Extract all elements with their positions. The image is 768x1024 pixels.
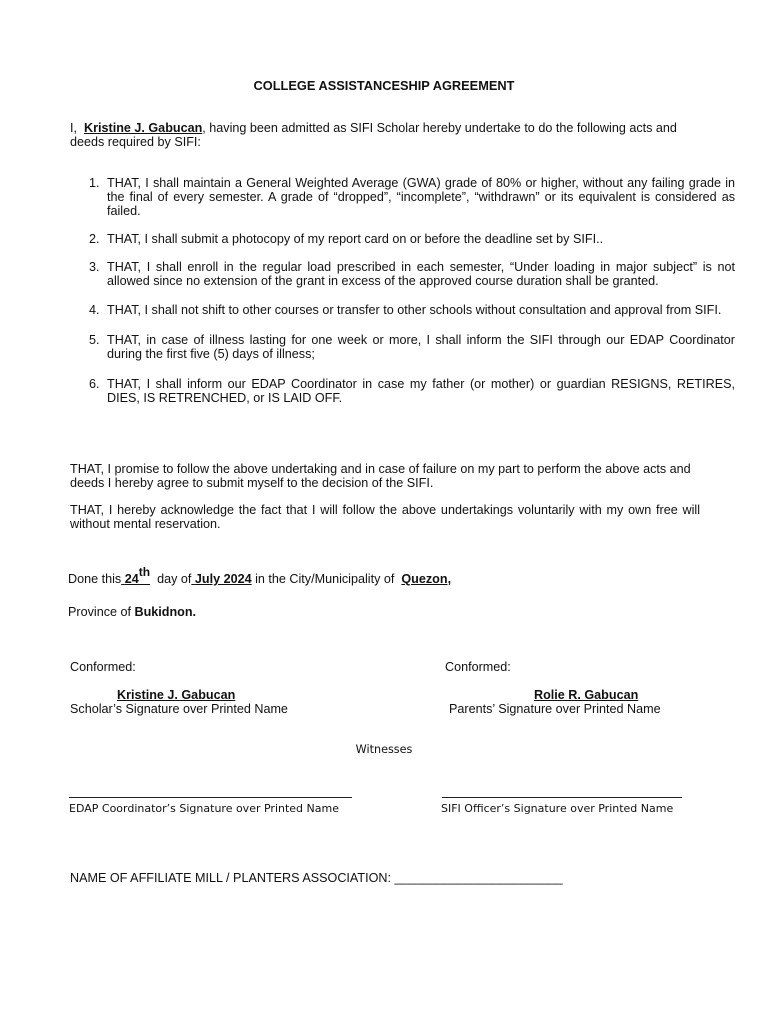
edap-signature-caption: EDAP Coordinator’s Signature over Printed Name [69,802,339,815]
clauses-list [70,176,735,405]
done-prefix: Done this [68,572,122,586]
done-city-text: in the City/Municipality of [255,572,395,586]
affiliate-blank: ________________________ [394,871,563,885]
clause-text: THAT, I shall inform our EDAP Coordinator in case my father (or mother) or guardian RESIGNS, RETIRES, DIES, IS RETRENCHED, or IS LAID OFF. [107,377,735,405]
clause-text: THAT, I shall maintain a General Weighted Average (GWA) grade of 80% or higher, without any failing grade in the final of every semester. A grade of “dropped”, “incomplete”, “withdrawn” or its equivalent is considered as failed. [107,176,735,218]
intro-text: , having been admitted as SIFI Scholar hereby undertake to do the following acts and deeds required by SIFI: [70,121,677,149]
promise-paragraph: THAT, I promise to follow the above undertaking and in case of failure on my part to perform the above acts and deeds I hereby agree to submit myself to the decision of the SIFI. [70,462,691,490]
clause-number: 5. [89,333,100,347]
clause-item [89,232,735,246]
clause-number: 1. [89,176,100,190]
intro-paragraph [70,121,700,149]
done-day-suffix: th [138,565,151,579]
done-day-of: day of [157,572,192,586]
clause-number: 6. [89,377,100,391]
clause-text: THAT, I shall enroll in the regular load prescribed in each semester, “Under loading in major subject” is not allowed since no extension of the grant in excess of the approved course duration shall be granted. [107,260,735,288]
province-label: Province of [68,605,131,619]
sifi-signature-caption: SIFI Officer’s Signature over Printed Name [441,802,674,815]
acknowledge-paragraph: THAT, I hereby acknowledge the fact that I will follow the above undertakings voluntarily with my own free will without mental reservation. [70,503,700,531]
document-title: COLLEGE ASSISTANCESHIP AGREEMENT [253,78,515,93]
edap-signature-line [69,797,352,798]
scholar-signature-name: Kristine J. Gabucan [117,688,236,702]
parent-signature-name: Rolie R. Gabucan [534,688,639,702]
clause-text: THAT, I shall submit a photocopy of my report card on or before the deadline set by SIFI.. [107,232,604,246]
done-day: 24th [124,565,151,586]
province-line [68,605,196,619]
clause-text: THAT, in case of illness lasting for one week or more, I shall inform the SIFI through our EDAP Coordinator during the first five (5) days of illness; [107,333,735,361]
clause-item [89,377,735,405]
clause-number: 4. [89,303,100,317]
clause-text: THAT, I shall not shift to other courses or transfer to other schools without consultation and approval from SIFI. [107,303,722,317]
scholar-name: Kristine J. Gabucan [84,121,203,135]
clause-item [89,303,735,317]
province-name: Bukidnon. [134,605,197,619]
clause-item [89,176,735,218]
affiliate-line [70,871,563,885]
clause-item [89,260,735,288]
parent-signature-caption: Parents’ Signature over Printed Name [449,702,661,716]
clause-item [89,333,735,361]
done-line [68,565,452,586]
done-city: Quezon, [401,572,452,586]
conformed-label-right: Conformed: [445,660,511,674]
sifi-signature-line [442,797,682,798]
done-month-year: July 2024 [194,572,252,586]
witnesses-label: Witnesses [355,743,413,756]
conformed-label-left: Conformed: [70,660,136,674]
scholar-signature-caption: Scholar’s Signature over Printed Name [70,702,288,716]
affiliate-label: NAME OF AFFILIATE MILL / PLANTERS ASSOCIATION: [70,871,391,885]
clause-number: 2. [89,232,100,246]
clause-number: 3. [89,260,100,274]
intro-prefix: I, [70,121,77,135]
